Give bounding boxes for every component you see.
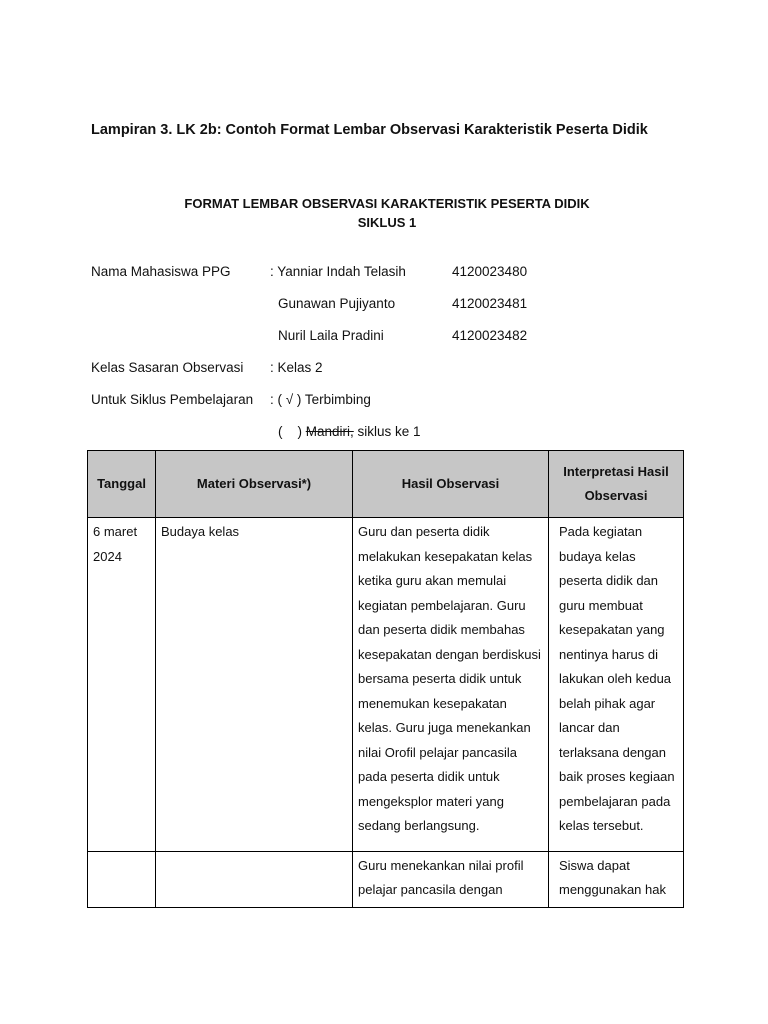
mandiri-strikethrough: Mandiri, [305,424,354,439]
page-heading: Lampiran 3. LK 2b: Contoh Format Lembar Observasi Karakteristik Peserta Didik [91,122,648,138]
cell-tanggal [88,851,156,907]
cell-tanggal: 6 maret 2024 [88,518,156,852]
cell-interpretasi: Pada kegiatan budaya kelas peserta didik dan guru membuat kesepakatan yang nentinya harus di lakukan oleh kedua belah pihak agar lancar dan terlaksana dengan baik proses kegiaan pembelajaran pada kelas tersebut. [549,518,684,852]
cell-hasil: Guru menekankan nilai profil pelajar pancasila dengan [353,851,549,907]
student-nim-3: 4120023482 [452,328,528,343]
siklus-label: Untuk Siklus Pembelajaran [91,392,254,407]
mandiri-prefix: ( ) [278,424,306,439]
header-hasil: Hasil Observasi [353,451,549,518]
header-tanggal: Tanggal [88,451,156,518]
observation-table [87,450,684,908]
cell-hasil: Guru dan peserta didik melakukan kesepakatan kelas ketika guru akan memulai kegiatan pembelajaran. Guru dan peserta didik membahas kesepakatan dengan berdiskusi bersama peserta didik untuk menemukan kesepakatan kelas. Guru juga menekankan nilai Orofil pelajar pancasila pada peserta didik untuk mengeksplor materi yang sedang berlangsung. [353,518,549,852]
form-title: FORMAT LEMBAR OBSERVASI KARAKTERISTIK PESERTA DIDIK [184,196,590,211]
cell-materi: Budaya kelas [156,518,353,852]
table-row [88,851,684,907]
header-materi: Materi Observasi*) [156,451,353,518]
siklus-option-mandiri [278,424,421,439]
kelas-value: : Kelas 2 [270,360,323,375]
student-name-1: : Yanniar Indah Telasih [270,264,406,279]
student-name-3: Nuril Laila Pradini [278,328,384,343]
table-header-row [88,451,684,518]
header-interpretasi: Interpretasi Hasil Observasi [549,451,684,518]
student-name-2: Gunawan Pujiyanto [278,296,396,311]
form-subtitle-siklus: SIKLUS 1 [357,215,417,230]
table-row [88,518,684,852]
kelas-label: Kelas Sasaran Observasi [91,360,244,375]
siklus-option-terbimbing: : ( √ ) Terbimbing [270,392,371,407]
nama-mahasiswa-label: Nama Mahasiswa PPG [91,264,231,279]
siklus-ke: siklus ke 1 [353,424,421,439]
student-nim-2: 4120023481 [452,296,528,311]
cell-interpretasi: Siswa dapat menggunakan hak [549,851,684,907]
student-nim-1: 4120023480 [452,264,528,279]
cell-materi [156,851,353,907]
